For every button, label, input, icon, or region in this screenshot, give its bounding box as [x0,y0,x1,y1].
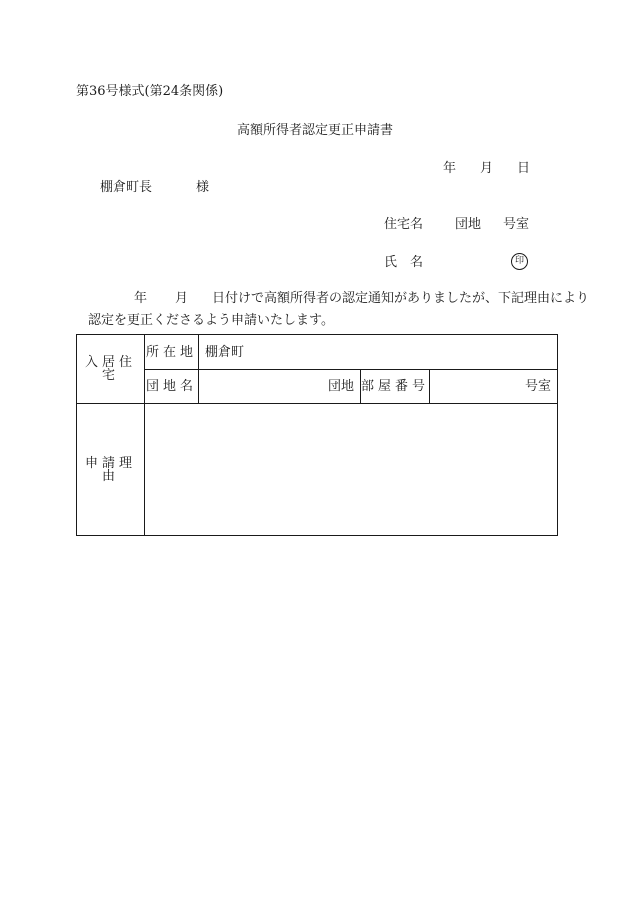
form-number: 第36号様式(第24条関係) [76,84,224,99]
shinsei-riyu-label: 申請理由 [77,404,145,536]
shozaichi-value[interactable]: 棚倉町 [199,335,558,370]
shozaichi-label: 所在地 [145,335,199,370]
danchimei-field[interactable]: 団地 [199,370,361,404]
danchimei-label: 団地名 [145,370,199,404]
residence-room: 号室 [503,217,530,232]
applicant-name-label: 氏 名 [384,255,424,270]
document-title: 高額所得者認定更正申請書 [236,123,393,138]
seal-mark: 印 [511,253,528,270]
residence-danchi: 団地 [455,217,482,232]
body-line1-rest: 日付けで高額所得者の認定通知がありましたが、下記理由により [212,291,590,306]
shinsei-riyu-field[interactable] [145,404,558,536]
addressee [100,181,209,194]
addressee-honorific: 様 [196,180,210,195]
body-year: 年 [134,291,148,306]
body-month: 月 [175,291,189,306]
date-month: 月 [480,161,494,176]
date-year: 年 [443,161,457,176]
nyukyo-jutaku-label: 入居住宅 [77,335,145,404]
date-line [443,162,530,175]
heya-bango-label: 部屋番号 [361,370,430,404]
body-line-1 [134,292,589,305]
addressee-name: 棚倉町長 [100,180,153,195]
date-day: 日 [517,161,531,176]
heya-bango-field[interactable]: 号室 [430,370,558,404]
body-line-2: 認定を更正くださるよう申請いたします。 [88,313,334,328]
residence-line [384,218,529,231]
application-table [76,334,558,536]
residence-label: 住宅名 [384,217,424,232]
